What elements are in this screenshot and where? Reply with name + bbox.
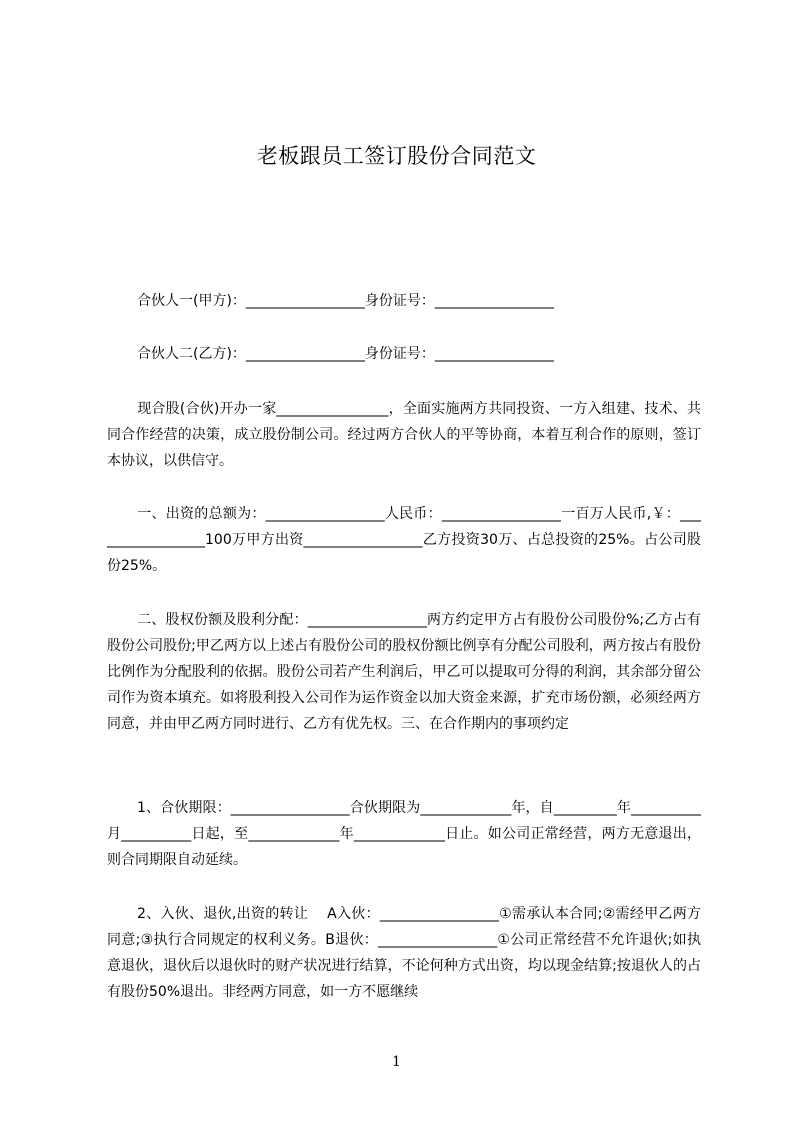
- paragraph-preamble: [107, 396, 701, 474]
- paragraph-equity-dividends: [107, 607, 701, 737]
- paragraph-text: 2、入伙、退伙,出资的转让 A入伙：_________________①需承认本合同;②需经甲乙两方同意;③执行合同规定的权利义务。B退伙：_________________①公司正常经营不允许退伙;如执意退伙，退伙后以退伙时的财产状况进行结算，不论何种方式出资，均以现金结算;按退伙人的占有股份50%退出。非经两方同意，如一方不愿继续: [107, 906, 701, 1000]
- paragraph-text: 二、股权份额及股利分配：_________________两方约定甲方占有股份公司股份%;乙方占有股份公司股份;甲乙两方以上述占有股份公司的股权份额比例享有分配公司股利，两方按占有股份比例作为分配股利的依据。股份公司若产生利润后，甲乙可以提取可分得的利润，其余部分留公司作为资本填充。如将股利投入公司作为运作资金以加大资金来源，扩充市场份额，必须经两方同意，并由甲乙两方同时进行、乙方有优先权。三、在合作期内的事项约定: [107, 612, 701, 732]
- paragraph-text: 合伙人二(乙方)：_________________身份证号：_________________: [137, 346, 554, 362]
- paragraph-joining-leaving: [107, 901, 701, 1005]
- paragraph-partner-one: [107, 288, 701, 314]
- paragraph-text: 一、出资的总额为：_________________人民币：_________________一百万人民币,￥：_________________100万甲方出资_________________乙方投资30万、占总投资的25%。占公司股份25%。: [107, 506, 701, 574]
- paragraph-text: 1、合伙期限：_________________合伙期限为_____________年，自_________年__________月__________日起，至_____________年_____________日止。如公司正常经营，两方无意退出，则合同期限自动延续。: [107, 800, 701, 868]
- paragraph-partnership-term: [107, 795, 701, 873]
- paragraph-text: 合伙人一(甲方)：_________________身份证号：_________________: [137, 293, 554, 309]
- page-number: 1: [392, 1054, 401, 1070]
- paragraph-text: 现合股(合伙)开办一家________________，全面实施两方共同投资、一方入组建、技术、共同合作经营的决策，成立股份制公司。经过两方合伙人的平等协商，本着互利合作的原则，签订本协议，以供信守。: [107, 401, 701, 469]
- document-title: 老板跟员工签订股份合同范文: [256, 144, 537, 168]
- paragraph-partner-two: [107, 341, 701, 367]
- paragraph-capital-total: [107, 501, 701, 579]
